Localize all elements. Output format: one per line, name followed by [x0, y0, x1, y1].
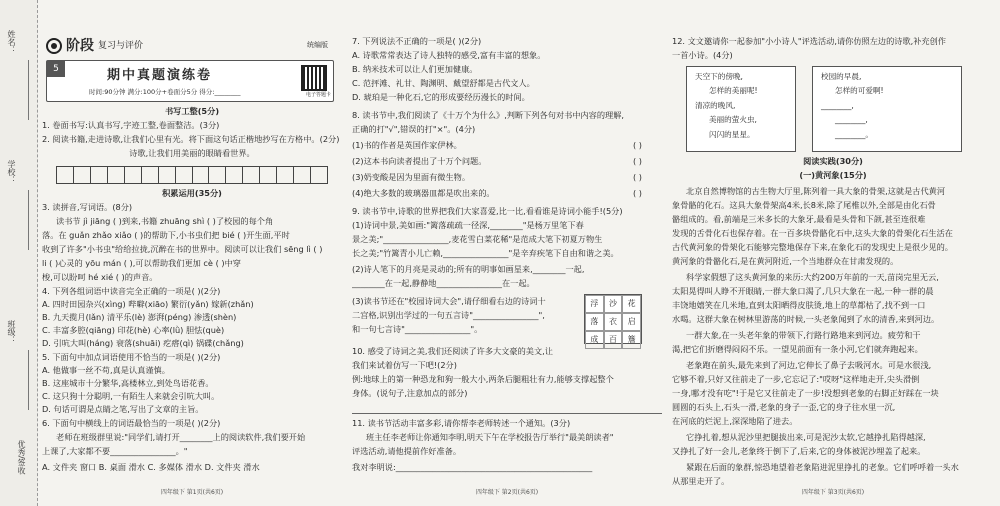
stage-label: 阶段	[66, 38, 94, 54]
answer-paren[interactable]: ( )	[633, 140, 642, 150]
poem-line: 闪闪的星星。	[709, 129, 755, 139]
reading-line: 发现的舌骨化石也保存着。在一百多块骨骼化石中,这头大象的骨架化石生活在	[672, 228, 953, 238]
q8-item-text: (2)这本书向读者提出了十万个问题。	[352, 156, 487, 166]
question-8-cont: 正确的打"√",错误的打"×"。(4分)	[352, 124, 476, 134]
poem-line: 天空下的傍晚,	[695, 72, 743, 81]
reading-line: 它够不着,只好又往前走了一步,它忘记了:"哎呀"这样地走开,尖头滑倒	[672, 374, 920, 384]
reading-line: 北京自然博物馆的古生物大厅里,陈列着一具大象的骨架,这就是古代黄河	[686, 186, 946, 196]
question-7-option[interactable]: D. 琥珀是一种化石,它的形成要经历漫长的时间。	[352, 92, 530, 102]
grid-char: 衣	[604, 313, 623, 331]
reading-line: 一身,哪才没有吃"!于是它又往前走了一步!没想到老象的右脚正好踩在一块	[672, 388, 939, 398]
writing-grid[interactable]	[56, 166, 328, 184]
question-3-line: 收到了许多"小书虫"给给拉拢,沉醉在书的世界中。阅读可以让我们 sēng lì ( )	[42, 244, 323, 254]
section-accumulation: 积累运用(35分)	[162, 188, 222, 198]
page-3	[672, 0, 994, 506]
question-1: 1. 卷面书写:认真书写,字迹工整,卷面整洁。(3分)	[42, 120, 220, 130]
grid-char: 落	[585, 313, 604, 331]
question-8: 8. 读书节中,我们阅读了《十万个为什么》,判断下列各句对书中内容的理解,	[352, 110, 625, 120]
poem-line: 清凉的晚风,	[695, 100, 736, 110]
question-6: 6. 下面句中横线上的词语最恰当的一项是( )(2分)	[42, 418, 221, 428]
poem-line[interactable]: ________,	[835, 115, 868, 125]
reading-line: 它挣扎着,想从泥沙里把腿拔出来,可是泥沙太软,它越挣扎陷得越深,	[686, 432, 926, 442]
question-6-line: 老师在班级群里说:"同学们,请打开________上的阅读软件,我们要开始	[56, 432, 306, 442]
question-3-line: 读书节 jì jiāng ( )到来,书籍 zhuāng shì ( )了校园的每个角	[56, 216, 274, 226]
stage-header	[46, 36, 143, 56]
question-9-line: 和一句七言诗"________________"。	[352, 324, 483, 334]
question-11-line: 班主任李老师让你通知李明,明天下午在学校报告厅举行"最美朗读者"	[366, 432, 614, 442]
answer-line[interactable]	[352, 404, 662, 414]
question-4-option[interactable]: A. 四时田园杂兴(xìng) 哔噼(xiāo) 繁衍(yǎn) 嫁新(zhǎn)	[42, 299, 254, 309]
grid-char: 启	[622, 313, 641, 331]
exam-title: 期中真题演练卷	[107, 68, 213, 83]
poem-char-grid	[584, 294, 642, 344]
qr-code-icon[interactable]	[301, 65, 327, 91]
stage-logo-icon	[46, 38, 62, 54]
school-line	[28, 190, 29, 250]
class-label: 班级：	[7, 320, 16, 344]
q8-item-text: (3)奶变酸是因为里面有微生物。	[352, 172, 471, 182]
question-7-option[interactable]: B. 纳米技术可以让人们更加健康。	[352, 64, 478, 74]
name-line	[28, 60, 29, 120]
question-5-option[interactable]: B. 这座城市十分繁华,高楼林立,到处鸟语花香。	[42, 378, 214, 388]
question-9-line: (1)诗词中景,美如画:"篱落疏疏一径深,________"是杨万里笔下春	[352, 220, 584, 230]
question-10-line: 身体。(说句子,注意加点的部分)	[352, 388, 468, 398]
grid-char: 浮	[585, 295, 604, 313]
reading-line: 丰饶地嬉笑在几米地,直到太阳晒得皮肤烫,地上的草都枯了,找不到一口	[672, 300, 926, 310]
question-3: 3. 读拼音,写词语。(8分)	[42, 202, 133, 212]
question-2: 2. 阅读书籍,走进诗歌,让我们心里有光。将下面这句话正楷地抄写在方格中。(2分)	[42, 134, 340, 144]
section-writing: 书写工整(5分)	[164, 106, 220, 116]
poem-example-box	[686, 66, 796, 152]
exam-title-box	[46, 60, 334, 102]
answer-paren[interactable]: ( )	[633, 172, 642, 182]
question-5-option[interactable]: C. 这只狗十分聪明,一有陌生人来就会引吭大叫。	[42, 391, 220, 401]
reading-line: 渴,把它们折磨得闷闷不乐。一望见前面有一条小河,它们就奔跑起来。	[672, 344, 923, 354]
question-4-option[interactable]: C. 丰富多腔(qiāng) 印花(hè) 心率(lǜ) 胆怯(què)	[42, 325, 225, 335]
question-11-answer[interactable]: 我对李明说:________________________________________________	[352, 462, 593, 472]
section-reading-sub: (一)黄河象(15分)	[799, 170, 867, 180]
reading-line: 圆圆的石头上,石头一滑,老象的身子一歪,它的身子往水里一沉,	[672, 402, 896, 412]
answer-paren[interactable]: ( )	[633, 156, 642, 166]
question-9-line: (2)诗人笔下的月亮是灵动的;所有的明事如画星来,________一起,	[352, 264, 585, 274]
grid-char: 成	[585, 331, 604, 349]
reading-line: 黄河象的骨骼化石,是在黄河附近,一个当地群众在甘肃发现的。	[672, 256, 899, 266]
poem-line: 校园的早晨,	[821, 72, 862, 81]
question-9-line: ________在一起,静静地________________在一起。	[352, 278, 535, 288]
question-7: 7. 下列说法不正确的一项是( )(2分)	[352, 36, 482, 46]
poem-line: 怎样的美丽呢!	[709, 86, 758, 96]
question-9-line: 二宫格,识别出学过的一句五言诗"________________",	[352, 310, 545, 320]
question-10-line: 例:地球上的第一种恐龙和狗一般大小,两条后腿粗壮有力,能够支撑起整个	[352, 374, 614, 384]
reading-line: 象骨骼的化石。这具大象骨架高4米,长8米,除了尾椎以外,全部是由化石骨	[672, 200, 936, 210]
unit-badge: 5	[47, 61, 65, 77]
reading-line: 科学家假想了这头黄河象的来历:大约200万年前的一天,苗岗完里无云,	[686, 272, 939, 282]
question-7-option[interactable]: A. 诗歌常常表达了诗人独特的感受,富有丰富的想象。	[352, 50, 546, 60]
poem-line: 美丽的萤火虫,	[709, 115, 757, 125]
q8-item-text: (1)书的作者是英国作家伊林。	[352, 140, 462, 150]
question-7-option[interactable]: C. 范抨滩、礼甘、陶渊明、戴望舒都是古代文人。	[352, 78, 535, 88]
reading-line: 太阳晃得叫人睁不开眼睛,一群大象口渴了,几只大象在一起,一种一群的晨	[672, 286, 934, 296]
question-8-item	[352, 188, 662, 200]
reading-line: 骼组成的。看,前端是三米多长的大象牙,最看是头骨和下颌,甚至连很难	[672, 214, 926, 224]
poem-write-box[interactable]	[812, 66, 962, 152]
school-label: 学校：	[7, 160, 16, 184]
question-9-line: (3)读书节还在"校园诗词大会",请仔细看右边的诗词十	[352, 296, 546, 306]
poem-line: 怎样的可爱啊!	[835, 86, 884, 96]
question-12-cont: 一首小诗。(4分)	[672, 50, 733, 60]
question-5: 5. 下面句中加点词语使用不恰当的一项是( )(2分)	[42, 352, 221, 362]
grid-char: 百	[604, 331, 623, 349]
reading-line: 从那里走开了。	[672, 476, 730, 486]
question-12: 12. 文文邀请你一起参加"小小诗人"评选活动,请你仿照左边的诗歌,补充创作	[672, 36, 946, 46]
reading-line: 水喝。这群大象在树林里游荡的时候,一头老象闻到了水的清香,来到河边。	[672, 314, 940, 324]
page-footer: 四年级下 第3页(共6页)	[801, 489, 865, 497]
binding-strip	[0, 0, 38, 506]
question-5-option[interactable]: A. 他做事一丝不苟,真是认真谨慎。	[42, 365, 170, 375]
poem-line[interactable]: ________。	[835, 129, 873, 139]
question-4-option[interactable]: D. 引吭大叫(háng) 衰落(shuāi) 疙瘩(qì) 锅碟(chǎng)	[42, 338, 244, 348]
q8-item-text: (4)绝大多数的玻璃器皿都是吹出来的。	[352, 188, 495, 198]
reading-line: 在河底的烂泥上,深深地陷了进去。	[672, 416, 798, 426]
question-8-item	[352, 172, 662, 184]
answer-paren[interactable]: ( )	[633, 188, 642, 198]
question-11-line: 评选活动,请他提前作好准备。	[352, 446, 462, 456]
question-8-item	[352, 140, 662, 152]
question-9-line: 长之美;"竹篱青小儿亡赖,________________"是辛弃疾笔下自由和谐之美。	[352, 248, 619, 258]
reading-line: 古代黄河象的骨架化石能够完整地保存下来,在象化石的发现史上是很少见的。	[672, 242, 953, 252]
question-5-option[interactable]: D. 句话可谓是点睛之笔,写出了文章的主旨。	[42, 404, 204, 414]
question-11: 11. 读书节活动丰富多彩,请你帮李老师转述一个通知。(3分)	[352, 418, 571, 428]
question-6-line: 上课了,大家都不要________________。"	[42, 446, 188, 456]
grid-char: 簷	[622, 331, 641, 349]
page-footer: 四年级下 第2页(共6页)	[475, 489, 539, 497]
exam-meta: 时间:90分钟 满分:100分+卷面分5分 得分:________	[89, 88, 241, 96]
page-1	[42, 0, 342, 506]
question-9: 9. 读书节中,诗歌的世界把我们大家喜爱,比一比,看看谁是诗词小能手!(5分)	[352, 206, 623, 216]
notice-label: 优秀/签收	[17, 440, 26, 475]
reading-line: 老象跑在前头,最先来到了河边,它伸长了鼻子去吸河水。可是水很浅,	[686, 360, 932, 370]
question-10-line: 我们来试着仿写一下吧!(2分)	[352, 360, 457, 370]
grid-char: 沙	[604, 295, 623, 313]
question-9-line: 景之美;"________________,麦花雪白菜花稀"是范成大笔下初夏万物生	[352, 234, 603, 244]
edition-label: 统编版	[307, 41, 328, 49]
page-2	[352, 0, 662, 506]
poem-line[interactable]: ________,	[821, 100, 854, 110]
reading-line: 一群大象,在一头老年象的带领下,行路行路地来到河边。疲劳和干	[686, 330, 921, 340]
question-6-options[interactable]: A. 文件夹 窗口 B. 桌面 滑水 C. 多媒体 滑水 D. 文件夹 滑水	[42, 462, 260, 472]
section-reading: 阅读实践(30分)	[803, 156, 863, 166]
page-footer: 四年级下 第1页(共6页)	[160, 489, 224, 497]
question-8-item	[352, 156, 662, 168]
question-2-quote: 诗歌,让我们用美丽的眼睛看世界。	[129, 148, 255, 158]
question-4: 4. 下列各组词语中读音完全正确的一项是( )(2分)	[42, 286, 221, 296]
question-3-line: li ( )心灵的 yōu mán ( ),可以帮助我们更加 cè ( )中穿	[42, 258, 241, 268]
stage-subtitle: 复习与评价	[98, 40, 144, 51]
grid-char: 花	[622, 295, 641, 313]
question-4-option[interactable]: B. 九天揽月(lǎn) 清平乐(lè) 澎湃(péng) 渗透(shèn)	[42, 312, 237, 322]
question-3-line: 梭,可以盼呵 hé xié ( )的声音。	[42, 272, 158, 282]
question-3-line: 落。在 guǎn zhǎo xiǎo ( )的帮助下,小书虫们把 bié ( )开生面,平时	[42, 230, 290, 240]
question-10: 10. 感受了诗词之美,我们还阅读了许多大文豪的美文,让	[352, 346, 553, 356]
reading-line: 紧跟在后面的象群,惊恐地望着老象陷进泥里挣扎的老象。它们呼呼着一头水	[686, 462, 959, 472]
class-line	[28, 350, 29, 410]
name-label: 姓名：	[7, 30, 16, 54]
qr-label: 电子答题卡	[305, 92, 331, 98]
reading-line: 又挣扎了好一会儿,老象终于倒下了,后来,它的身体被泥沙埋盖了起来。	[672, 446, 926, 456]
